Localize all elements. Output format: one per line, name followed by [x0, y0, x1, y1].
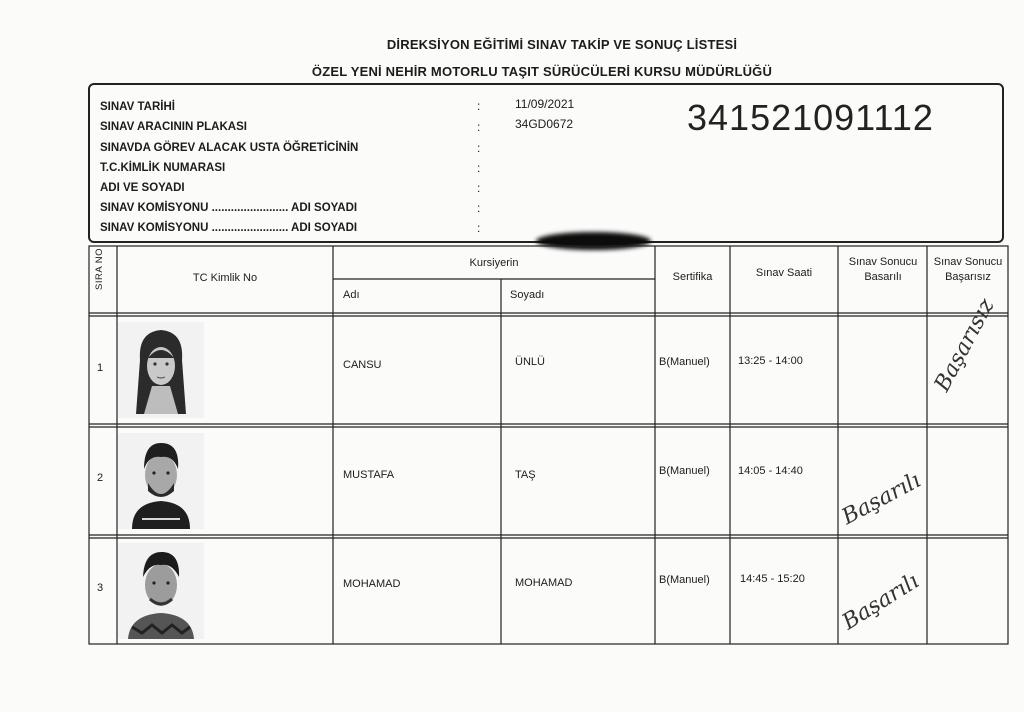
- info-label-vehicle-plate: SINAV ARACININ PLAKASI: [100, 121, 247, 133]
- result-passed-signature: Başarılı: [838, 568, 924, 636]
- info-label-commission-2: SINAV KOMİSYONU ........................ ADI SOYADI: [100, 222, 358, 234]
- student-last-name: TAŞ: [515, 469, 536, 481]
- exam-time: 14:45 - 15:20: [740, 573, 805, 585]
- header-sertifika: Sertifika: [672, 271, 713, 283]
- student-first-name: MUSTAFA: [343, 469, 395, 481]
- student-first-name: MOHAMAD: [343, 578, 401, 590]
- row-number: 3: [97, 582, 104, 594]
- info-colon: :: [477, 99, 481, 113]
- exam-time: 13:25 - 14:00: [738, 355, 803, 367]
- info-colon: :: [477, 201, 481, 215]
- header-sira-no: SIRA NO: [94, 247, 105, 290]
- info-value-exam-date: 11/09/2021: [515, 97, 575, 111]
- certificate-type: B(Manuel): [659, 465, 710, 477]
- student-photo: [118, 433, 204, 529]
- info-colon: :: [477, 161, 481, 175]
- certificate-type: B(Manuel): [659, 574, 710, 586]
- student-last-name: ÜNLÜ: [515, 356, 545, 368]
- header-sinav-saati: Sınav Saati: [755, 267, 813, 279]
- student-photo: [118, 543, 204, 639]
- document-subtitle: ÖZEL YENİ NEHİR MOTORLU TAŞIT SÜRÜCÜLERİ KURSU MÜDÜRLÜĞÜ: [311, 64, 773, 79]
- header-adi: Adı: [343, 289, 360, 301]
- header-sonuc-basarisiz: Sınav Sonucu Başarısız: [933, 256, 1003, 283]
- student-photo: [118, 322, 204, 418]
- info-label-commission-1: SINAV KOMİSYONU ........................ ADI SOYADI: [100, 202, 358, 214]
- info-value-vehicle-plate: 34GD0672: [515, 117, 574, 131]
- exam-time: 14:05 - 14:40: [738, 465, 803, 477]
- header-kursiyerin: Kursiyerin: [469, 257, 519, 269]
- info-colon: :: [477, 181, 481, 195]
- info-colon: :: [477, 120, 481, 134]
- document-title: DİREKSİYON EĞİTİMİ SINAV TAKİP VE SONUÇ LİSTESİ: [386, 37, 738, 52]
- row-number: 1: [97, 362, 104, 374]
- info-label-exam-date: SINAV TARİHİ: [100, 101, 175, 113]
- info-colon: :: [477, 141, 481, 155]
- header-sonuc-basarili: Sınav Sonucu Basarılı: [848, 256, 918, 283]
- row-number: 2: [97, 472, 104, 484]
- document-number: 341521091112: [687, 97, 934, 138]
- header-soyadi: Soyadı: [510, 289, 545, 301]
- info-label-tc-no: T.C.KİMLİK NUMARASI: [100, 162, 226, 174]
- header-tc-kimlik-no: TC Kimlik No: [192, 272, 258, 284]
- student-last-name: MOHAMAD: [515, 577, 573, 589]
- certificate-type: B(Manuel): [659, 356, 710, 368]
- result-passed-signature: Başarılı: [838, 467, 926, 531]
- student-first-name: CANSU: [343, 359, 382, 371]
- result-failed-signature: Başarısız: [930, 294, 1000, 396]
- info-label-instructor: SINAVDA GÖREV ALACAK USTA ÖĞRETİCİNİN: [100, 142, 359, 154]
- info-colon: :: [477, 221, 481, 235]
- info-label-name: ADI VE SOYADI: [100, 182, 185, 194]
